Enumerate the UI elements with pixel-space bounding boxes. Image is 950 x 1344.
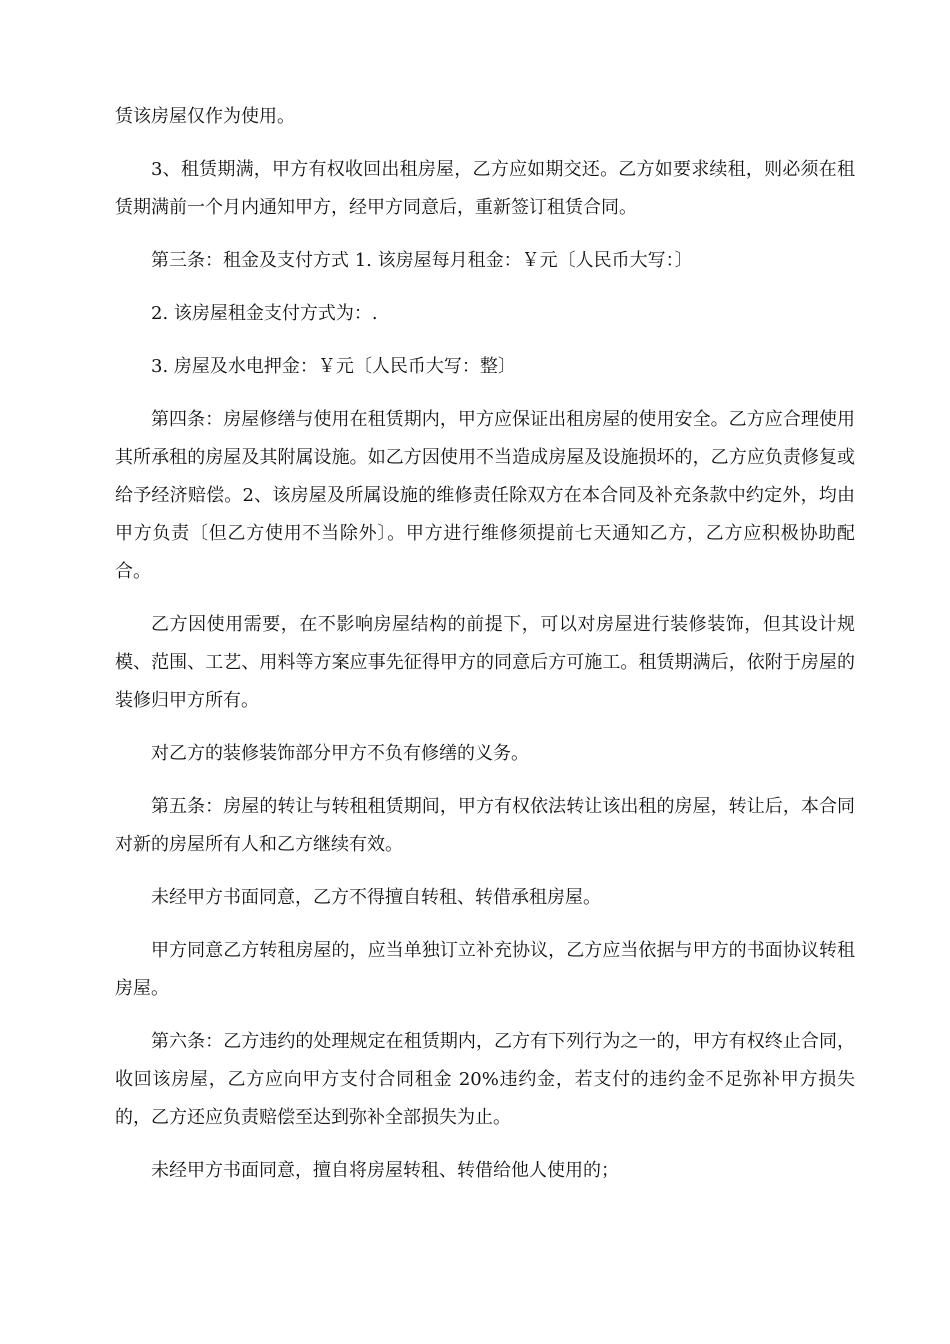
paragraph-11: 甲方同意乙方转租房屋的，应当单独订立补充协议，乙方应当依据与甲方的书面协议转租房屋。: [115, 940, 855, 999]
paragraph-5: 3. 房屋及水电押金：￥元〔人民币大写：整〕: [151, 356, 516, 377]
paragraph-13: 未经甲方书面同意，擅自将房屋转租、转借给他人使用的；: [151, 1160, 619, 1181]
paragraph-9: 第五条：房屋的转让与转租租赁期间，甲方有权依法转让该出租的房屋，转让后，本合同对新的房屋所有人和乙方继续有效。: [115, 796, 855, 855]
paragraph-1: 赁该房屋仅作为使用。: [115, 106, 295, 127]
paragraph-4: 2. 该房屋租金支付方式为：.: [151, 303, 378, 324]
document-body: [115, 98, 855, 1205]
paragraph-3: 第三条：租金及支付方式 1. 该房屋每月租金：￥元〔人民币大写：〕: [151, 250, 693, 271]
paragraph-7: 乙方因使用需要，在不影响房屋结构的前提下，可以对房屋进行装修装饰，但其设计规模、范围、工艺、用料等方案应事先征得甲方的同意后方可施工。租赁期满后，依附于房屋的装修归甲方所有。: [115, 614, 855, 711]
paragraph-8: 对乙方的装修装饰部分甲方不负有修缮的义务。: [151, 743, 529, 764]
paragraph-6: 第四条：房屋修缮与使用在租赁期内，甲方应保证出租房屋的使用安全。乙方应合理使用其所承租的房屋及其附属设施。如乙方因使用不当造成房屋及设施损坏的，乙方应负责修复或给予经济赔偿。2、该房屋及所属设施的维修责任除双方在本合同及补充条款中约定外，均由甲方负责〔但乙方使用不当除外〕。甲方进行维修须提前七天通知乙方，乙方应积极协助配合。: [115, 409, 855, 582]
paragraph-12: 第六条：乙方违约的处理规定在租赁期内，乙方有下列行为之一的，甲方有权终止合同，收回该房屋，乙方应向甲方支付合同租金 20%违约金，若支付的违约金不足弥补甲方损失的，乙方还应负责赔偿至达到弥补全部损失为止。: [115, 1031, 855, 1128]
paragraph-10: 未经甲方书面同意，乙方不得擅自转租、转借承租房屋。: [151, 887, 601, 908]
paragraph-2: 3、租赁期满，甲方有权收回出租房屋，乙方应如期交还。乙方如要求续租，则必须在租赁期满前一个月内通知甲方，经甲方同意后，重新签订租赁合同。: [115, 159, 855, 218]
